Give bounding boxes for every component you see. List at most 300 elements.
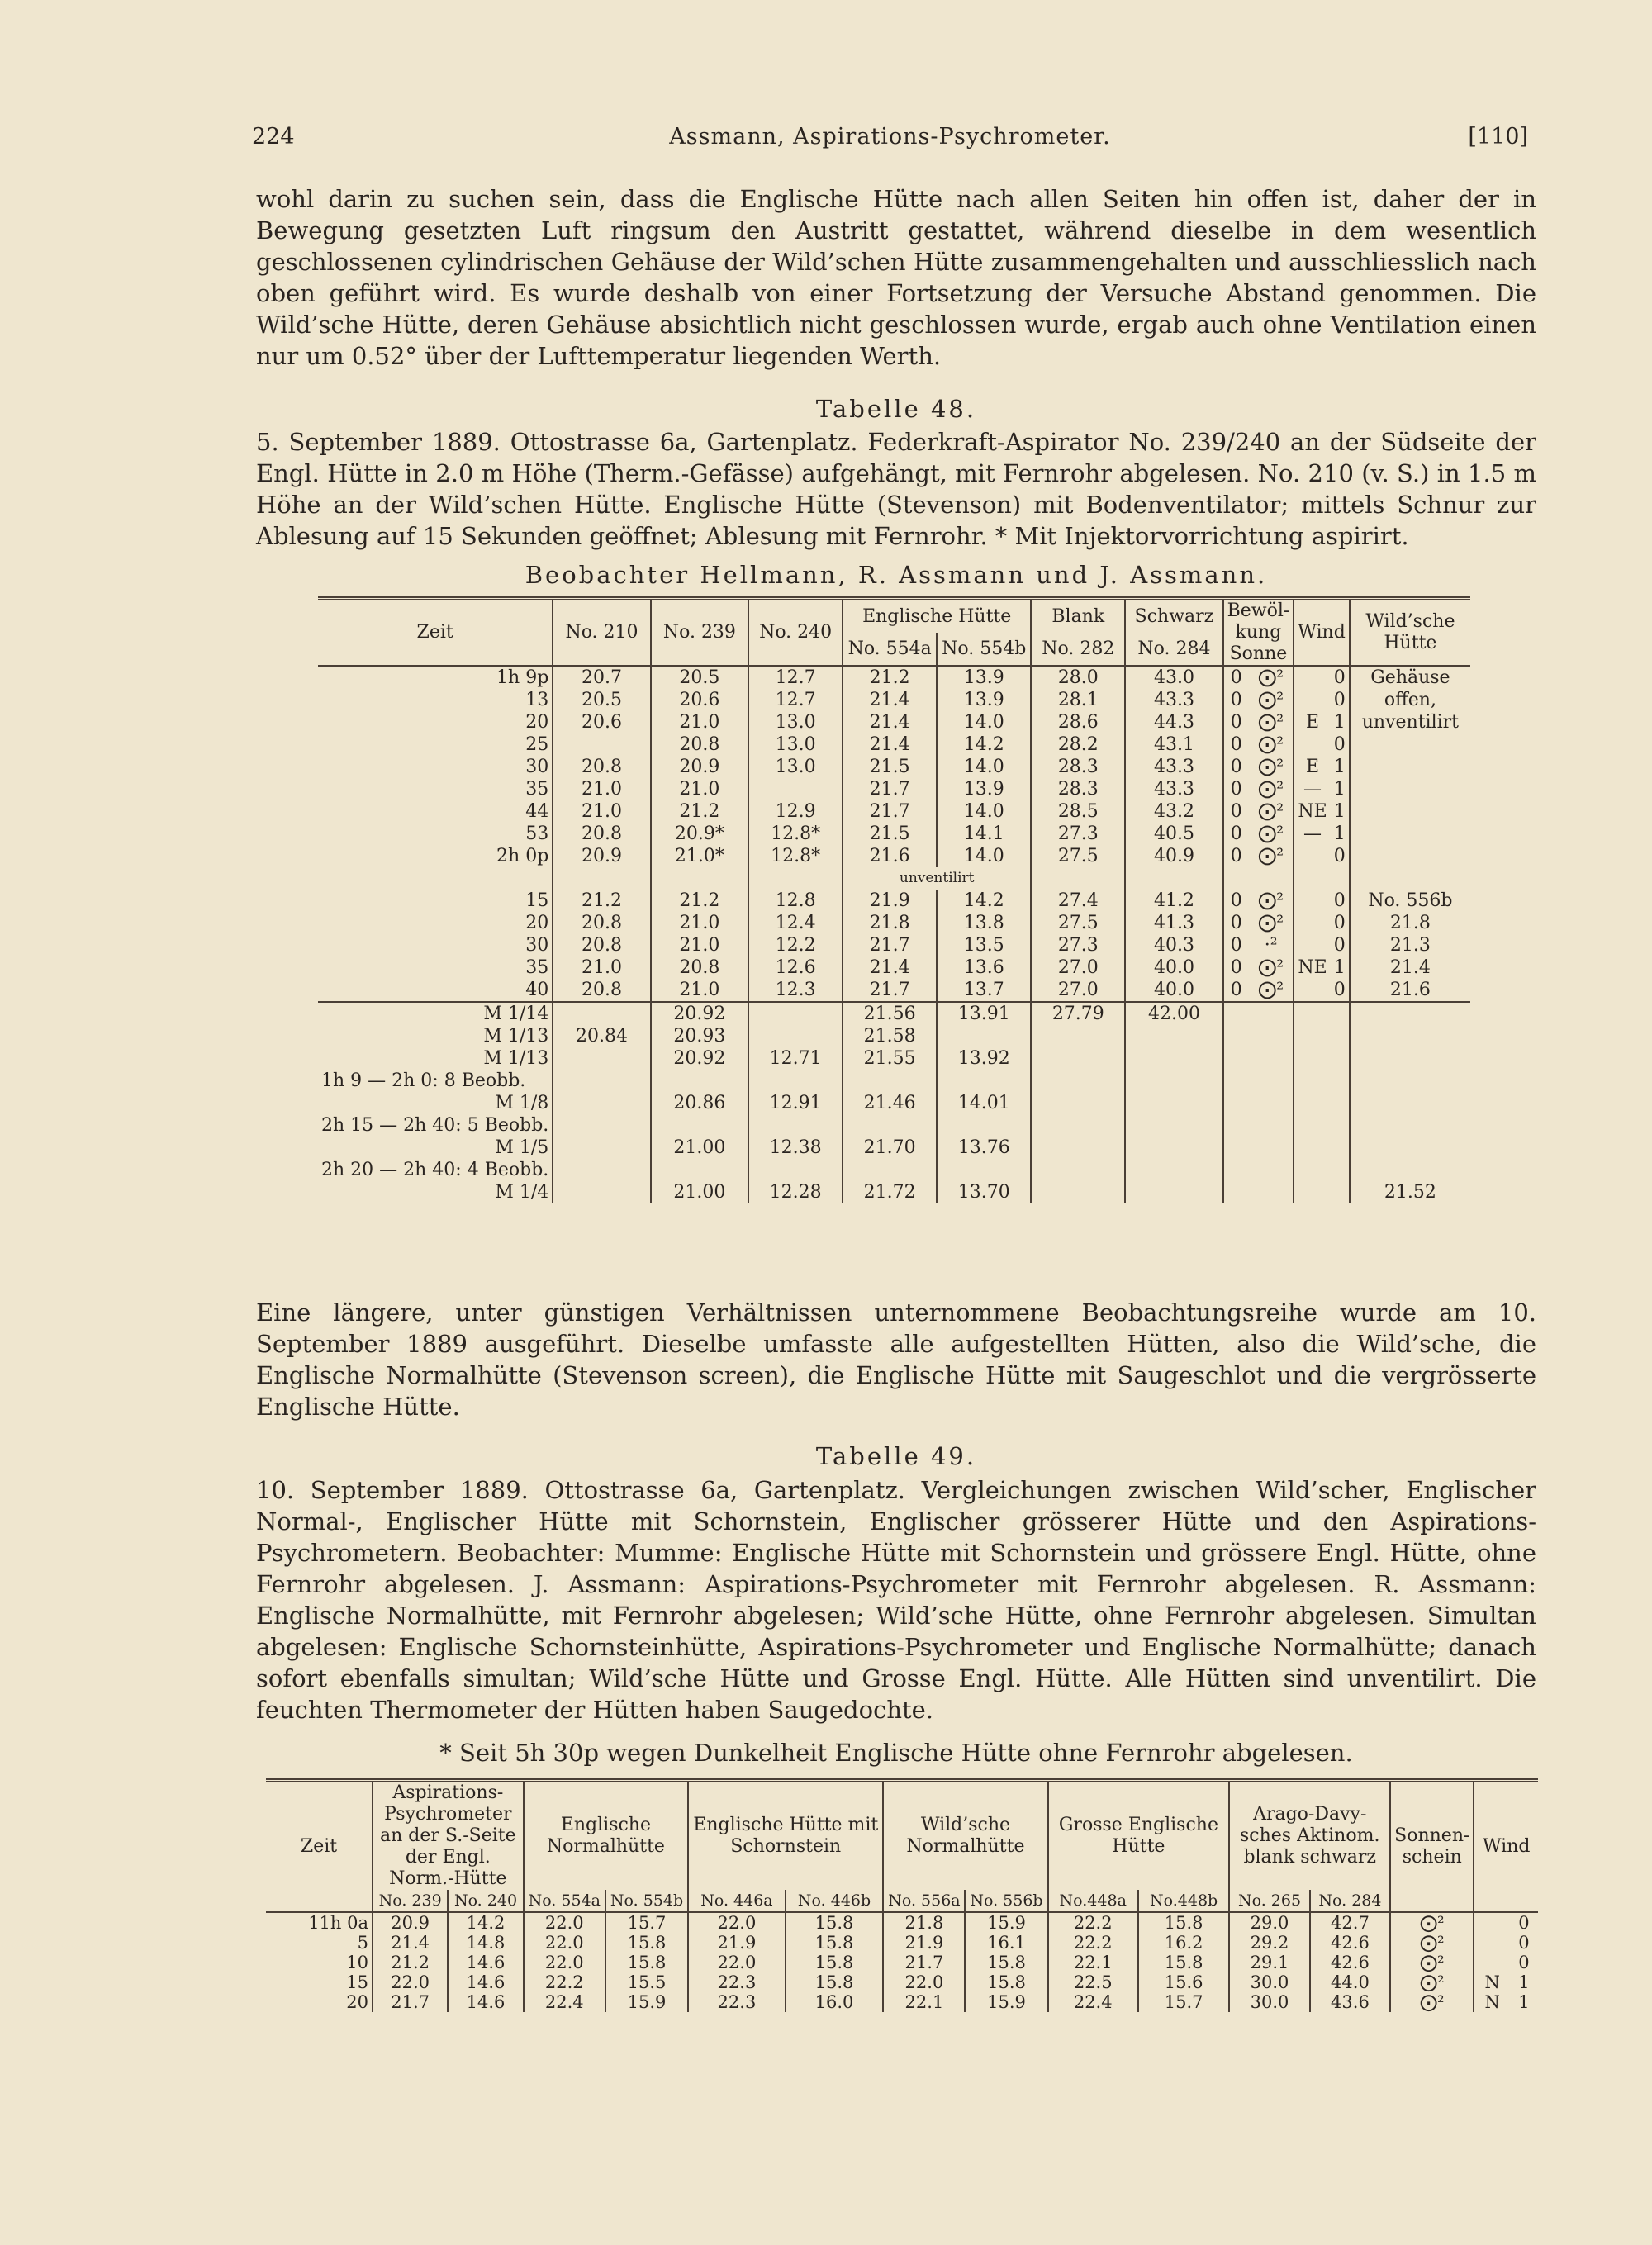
mean-row xyxy=(318,1181,1470,1203)
cell: 1 xyxy=(1333,823,1346,844)
cell: N xyxy=(1474,1992,1510,2012)
cell: 21.0 xyxy=(553,956,650,979)
cell: 0 xyxy=(1223,689,1249,711)
table49-note: * Seit 5h 30p wegen Dunkelheit Englische Hütte ohne Fernrohr abgelesen. xyxy=(439,1739,1353,1767)
cell: 40.0 xyxy=(1125,956,1222,979)
mean-cell xyxy=(553,1002,650,1025)
mean-cell: 13.70 xyxy=(937,1181,1031,1203)
cell: 13.9 xyxy=(937,689,1031,711)
cell: 20.8 xyxy=(553,912,650,934)
cell: 16.0 xyxy=(786,1992,884,2012)
cell: 21.2 xyxy=(651,890,748,912)
cell: 0 xyxy=(1223,778,1249,800)
cell: 0 xyxy=(1333,913,1346,933)
cell: ⨀² xyxy=(1258,734,1284,755)
mean-cell xyxy=(1350,1092,1470,1114)
cell: 15.8 xyxy=(605,1933,688,1953)
cell: 1 xyxy=(1333,757,1346,777)
cell: 43.0 xyxy=(1125,666,1222,689)
cell: 20.9 xyxy=(373,1912,448,1933)
table49-caption xyxy=(256,1474,1536,1725)
mean-cell xyxy=(651,1070,748,1092)
cell: 15.9 xyxy=(965,1992,1047,2012)
cell xyxy=(1294,1092,1350,1114)
table-row xyxy=(318,912,1470,934)
mean-label: 2h 15 — 2h 40: 5 Beobb. xyxy=(321,1115,549,1136)
cell: ⨀² xyxy=(1258,957,1284,978)
cell: 21.0* xyxy=(651,845,748,867)
cell: 21.3 xyxy=(1350,934,1470,956)
cell: 20.7 xyxy=(553,666,650,689)
cell: 12.2 xyxy=(748,934,843,956)
cell: 14.0 xyxy=(937,845,1031,867)
mean-cell xyxy=(553,1070,650,1092)
mean-cell xyxy=(1350,1070,1470,1092)
cell xyxy=(1294,979,1330,1002)
mean-cell: 21.52 xyxy=(1350,1181,1470,1203)
mean-cell xyxy=(1031,1047,1125,1070)
cell: 21.9 xyxy=(843,890,937,912)
cell: 14.8 xyxy=(448,1933,523,1953)
mean-cell: 21.00 xyxy=(651,1181,748,1203)
cell xyxy=(1474,1912,1510,1933)
cell xyxy=(1294,1002,1350,1025)
cell: 21.4 xyxy=(1350,956,1470,979)
mean-cell xyxy=(1125,1025,1222,1047)
col-zeit: Zeit xyxy=(416,622,453,643)
mean-row xyxy=(318,1025,1470,1047)
cell: 0 xyxy=(1333,980,1346,1000)
table-row xyxy=(318,890,1470,912)
mean-cell xyxy=(1031,1114,1125,1137)
cell: 44.3 xyxy=(1125,711,1222,733)
cell: 21.8 xyxy=(1350,912,1470,934)
subheader: No. 284 xyxy=(1310,1890,1390,1912)
cell xyxy=(1294,912,1330,934)
cell: 20 xyxy=(525,913,549,933)
cell: 27.3 xyxy=(1031,823,1125,845)
cell: 0 xyxy=(1223,912,1249,934)
page-number: 224 xyxy=(252,124,295,150)
mean-cell xyxy=(651,1159,748,1181)
cell xyxy=(1474,1953,1510,1972)
cell: 0 xyxy=(1518,1953,1530,1972)
cell: 13.7 xyxy=(937,979,1031,1002)
table-row xyxy=(318,934,1470,956)
table-row xyxy=(318,956,1470,979)
cell: 0 xyxy=(1518,1913,1530,1933)
cell: 15.8 xyxy=(1138,1912,1229,1933)
mean-cell xyxy=(1125,1137,1222,1159)
cell xyxy=(1294,1181,1350,1203)
cell xyxy=(1294,845,1330,867)
mean-cell: 13.91 xyxy=(937,1002,1031,1025)
mean-cell xyxy=(1125,1047,1222,1070)
cell: 0 xyxy=(1518,1933,1530,1953)
cell: 40.5 xyxy=(1125,823,1222,845)
table-row xyxy=(266,1912,1538,1933)
cell: 0 xyxy=(1333,935,1346,956)
cell: 12.9 xyxy=(748,800,843,823)
cell: 21.0 xyxy=(651,912,748,934)
cell: 15.8 xyxy=(1138,1953,1229,1972)
table-49 xyxy=(266,1778,1538,2012)
mean-row xyxy=(318,1092,1470,1114)
cell: 15.8 xyxy=(786,1972,884,1992)
mean-cell xyxy=(1125,1070,1222,1092)
mean-cell xyxy=(1125,1159,1222,1181)
subheader: No. 265 xyxy=(1229,1890,1309,1912)
cell: 15 xyxy=(346,1972,368,1992)
cell: 29.1 xyxy=(1229,1953,1309,1972)
cell: 40 xyxy=(525,980,549,1000)
table-48 xyxy=(318,596,1470,1203)
cell: ⨀² xyxy=(1258,757,1284,777)
mean-cell xyxy=(937,1114,1031,1137)
mean-cell xyxy=(748,1159,843,1181)
cell: 40.3 xyxy=(1125,934,1222,956)
cell xyxy=(1350,823,1470,845)
cell: 27.5 xyxy=(1031,845,1125,867)
cell xyxy=(1294,1025,1350,1047)
cell xyxy=(1294,1159,1350,1181)
mean-cell xyxy=(1350,1047,1470,1070)
cell: 1 xyxy=(1333,957,1346,978)
cell: 0 xyxy=(1223,845,1249,867)
cell: 29.2 xyxy=(1229,1933,1309,1953)
table-row xyxy=(318,800,1470,823)
cell: 22.3 xyxy=(688,1972,786,1992)
col-no284: No. 284 xyxy=(1125,633,1222,666)
cell: 21.7 xyxy=(843,934,937,956)
cell xyxy=(1223,867,1294,890)
cell: 13.6 xyxy=(937,956,1031,979)
cell: 1 xyxy=(1518,1992,1530,2012)
table-row xyxy=(266,1933,1538,1953)
cell: 21.6 xyxy=(1350,979,1470,1002)
mean-cell xyxy=(553,1181,650,1203)
table-row xyxy=(318,666,1470,689)
cell: 0 xyxy=(1223,733,1249,756)
cell: 21.8 xyxy=(843,912,937,934)
col-no240: No. 240 xyxy=(748,599,843,667)
cell: 12.6 xyxy=(748,956,843,979)
cell: 21.7 xyxy=(843,778,937,800)
cell: 22.0 xyxy=(524,1953,605,1972)
cell xyxy=(748,867,843,890)
cell: 22.2 xyxy=(1048,1933,1138,1953)
paragraph-intro xyxy=(256,183,1536,372)
cell: 28.6 xyxy=(1031,711,1125,733)
cell: 14.0 xyxy=(937,756,1031,778)
subheader: No. 554b xyxy=(605,1890,688,1912)
cell xyxy=(1223,1047,1294,1070)
cell: 21.2 xyxy=(373,1953,448,1972)
col-no282: No. 282 xyxy=(1031,633,1125,666)
cell: 0 xyxy=(1333,667,1346,688)
cell xyxy=(553,867,650,890)
cell: 15.7 xyxy=(1138,1992,1229,2012)
paragraph-series xyxy=(256,1297,1536,1422)
cell: ⨀² xyxy=(1258,823,1284,844)
mean-cell xyxy=(1031,1181,1125,1203)
cell: 0 xyxy=(1223,666,1249,689)
mean-cell: 12.28 xyxy=(748,1181,843,1203)
cell: 13.0 xyxy=(748,756,843,778)
cell: 0 xyxy=(1223,956,1249,979)
cell: 22.0 xyxy=(373,1972,448,1992)
cell xyxy=(1294,867,1350,890)
cell: 15.8 xyxy=(786,1953,884,1972)
cell: 21.5 xyxy=(843,756,937,778)
table-row xyxy=(318,689,1470,711)
cell: 43.3 xyxy=(1125,756,1222,778)
arago-blank: blank xyxy=(1243,1847,1295,1868)
cell: 0 xyxy=(1333,846,1346,866)
cell: 12.8* xyxy=(748,845,843,867)
cell xyxy=(1294,890,1330,912)
cell: ·² xyxy=(1264,935,1278,956)
mean-label: M 1/8 xyxy=(495,1093,549,1113)
mean-cell xyxy=(748,1025,843,1047)
cell: 21.7 xyxy=(373,1992,448,2012)
cell: 21.4 xyxy=(843,689,937,711)
subheader: No. 446b xyxy=(786,1890,884,1912)
mean-cell xyxy=(1350,1137,1470,1159)
cell: 22.2 xyxy=(524,1972,605,1992)
mean-label: M 1/13 xyxy=(483,1048,549,1069)
cell: 21.0 xyxy=(553,800,650,823)
cell: 22.0 xyxy=(688,1912,786,1933)
cell: 21.4 xyxy=(843,733,937,756)
cell: ⨀² xyxy=(1258,667,1284,688)
cell: — xyxy=(1294,823,1330,845)
cell: 12.7 xyxy=(748,666,843,689)
cell: 5 xyxy=(357,1933,368,1953)
cell: 20.6 xyxy=(553,711,650,733)
cell: 22.2 xyxy=(1048,1912,1138,1933)
cell: 0 xyxy=(1223,711,1249,733)
cell: 15.8 xyxy=(605,1953,688,1972)
mean-cell xyxy=(1350,1025,1470,1047)
cell: 22.0 xyxy=(883,1972,965,1992)
cell: 43.3 xyxy=(1125,778,1222,800)
mean-cell: 21.56 xyxy=(843,1002,937,1025)
mean-cell xyxy=(1125,1114,1222,1137)
cell: 14.6 xyxy=(448,1953,523,1972)
cell: 1 xyxy=(1333,801,1346,822)
cell: unventilirt xyxy=(1350,711,1470,733)
cell: ⨀² xyxy=(1390,1933,1474,1953)
mean-cell: 13.92 xyxy=(937,1047,1031,1070)
cell: 27.5 xyxy=(1031,912,1125,934)
cell: 43.3 xyxy=(1125,689,1222,711)
cell xyxy=(1350,778,1470,800)
mean-label: M 1/5 xyxy=(495,1137,549,1158)
cell: 13 xyxy=(525,690,549,710)
table-row xyxy=(318,979,1470,1002)
cell: 14.6 xyxy=(448,1972,523,1992)
cell: 28.3 xyxy=(1031,778,1125,800)
cell: 27.4 xyxy=(1031,890,1125,912)
cell: 20.8 xyxy=(651,956,748,979)
cell xyxy=(1223,1092,1294,1114)
cell: 21.0 xyxy=(553,778,650,800)
mean-cell xyxy=(843,1159,937,1181)
table-row xyxy=(318,756,1470,778)
cell: 20.8 xyxy=(553,979,650,1002)
mean-cell: 12.71 xyxy=(748,1047,843,1070)
cell: 0 xyxy=(1223,890,1249,912)
subheader: No.448b xyxy=(1138,1890,1229,1912)
cell: 22.0 xyxy=(688,1953,786,1972)
col-wild: Wild’sche Hütte xyxy=(1350,599,1470,667)
bracket-page-number: [110] xyxy=(1468,124,1528,150)
cell: ⨀² xyxy=(1390,1972,1474,1992)
cell: 0 xyxy=(1333,690,1346,710)
table49-caption-text: 10. September 1889. Ottostrasse 6a, Gartenplatz. Vergleichungen zwischen Wild’scher, Englischer Normal-, Englischer Hütte mit Schornstein, Englischer grösserer Hütte und den Aspirations-Psychrometern. Beobachter: Mumme: Englische Hütte mit Schornstein und grössere Engl. Hütte, ohne Fernrohr abgelesen. J. Assmann: Aspirations-Psychrometer mit Fernrohr abgelesen. R. Assmann: Englische Normalhütte, mit Fernrohr abgelesen; Wild’sche Hütte, ohne Fernrohr abgelesen. Simultan abgelesen: Englische Schornsteinhütte, Aspirations-Psychrometer und Englische Normalhütte; danach sofort ebenfalls simultan; Wild’sche Hütte und Grosse Engl. Hütte. Alle Hütten sind unventilirt. Die feuchten Thermometer der Hütten haben Saugedochte. xyxy=(256,1476,1536,1724)
cell: 16.1 xyxy=(965,1933,1047,1953)
cell: 42.6 xyxy=(1310,1953,1390,1972)
unventilirt-note: unventilirt xyxy=(843,867,1031,890)
cell xyxy=(1294,666,1330,689)
mean-cell xyxy=(1031,1092,1125,1114)
cell: 15.5 xyxy=(605,1972,688,1992)
cell: 22.5 xyxy=(1048,1972,1138,1992)
mean-cell xyxy=(553,1137,650,1159)
mean-cell: 14.01 xyxy=(937,1092,1031,1114)
subheader: No. 554a xyxy=(524,1890,605,1912)
cell: 41.2 xyxy=(1125,890,1222,912)
cell: 0 xyxy=(1333,890,1346,911)
bewoelkung-label: Bewöl-kung xyxy=(1227,600,1290,643)
cell xyxy=(318,867,553,890)
cell: 21.2 xyxy=(843,666,937,689)
col-zeit: Zeit xyxy=(300,1836,338,1857)
mean-cell xyxy=(1031,1159,1125,1181)
col-eng-schornstein: Englische Hütte mit Schornstein xyxy=(688,1781,883,1891)
cell: 21.7 xyxy=(883,1953,965,1972)
cell: NE xyxy=(1294,956,1330,979)
cell: 20.6 xyxy=(651,689,748,711)
sonne-label: Sonne xyxy=(1229,643,1288,664)
cell xyxy=(1223,1181,1294,1203)
cell: 28.1 xyxy=(1031,689,1125,711)
subheader: No. 240 xyxy=(448,1890,523,1912)
mean-label: 1h 9 — 2h 0: 8 Beobb. xyxy=(321,1070,526,1091)
cell: 28.2 xyxy=(1031,733,1125,756)
mean-cell xyxy=(1350,1114,1470,1137)
cell: 15.9 xyxy=(605,1992,688,2012)
col-grosse: Grosse Englische Hütte xyxy=(1048,1781,1230,1891)
cell xyxy=(1350,756,1470,778)
mean-cell: 12.91 xyxy=(748,1092,843,1114)
cell: 1 xyxy=(1518,1972,1530,1992)
cell: No. 556b xyxy=(1350,890,1470,912)
mean-label: M 1/13 xyxy=(483,1026,549,1047)
cell: N xyxy=(1474,1972,1510,1992)
subheader: No. 446a xyxy=(688,1890,786,1912)
cell: 14.0 xyxy=(937,800,1031,823)
col-schwarz: Schwarz xyxy=(1125,599,1222,634)
cell: 11h 0a xyxy=(308,1913,368,1933)
cell: 21.0 xyxy=(651,934,748,956)
cell: ⨀² xyxy=(1258,779,1284,800)
col-eng-normal: Englische Normalhütte xyxy=(524,1781,689,1891)
cell: 21.0 xyxy=(651,778,748,800)
cell: 14.2 xyxy=(448,1912,523,1933)
cell: 44.0 xyxy=(1310,1972,1390,1992)
table-row xyxy=(318,845,1470,867)
col-aspirations: Aspirations-Psychrometer an der S.-Seite der Engl. Norm.-Hütte xyxy=(373,1781,524,1891)
mean-label: M 1/14 xyxy=(483,1004,549,1024)
cell: E xyxy=(1294,756,1330,778)
mean-cell xyxy=(1031,1070,1125,1092)
mean-cell: 20.92 xyxy=(651,1047,748,1070)
mean-cell xyxy=(843,1070,937,1092)
mean-cell xyxy=(553,1092,650,1114)
cell: 20.5 xyxy=(553,689,650,711)
cell: 12.4 xyxy=(748,912,843,934)
cell: 13.5 xyxy=(937,934,1031,956)
cell xyxy=(1294,934,1330,956)
cell: 15.6 xyxy=(1138,1972,1229,1992)
cell xyxy=(1294,1137,1350,1159)
cell: 12.8* xyxy=(748,823,843,845)
subheader: No. 556a xyxy=(883,1890,965,1912)
table-row xyxy=(318,778,1470,800)
cell xyxy=(1223,1114,1294,1137)
mean-cell xyxy=(937,1025,1031,1047)
mean-cell xyxy=(748,1070,843,1092)
subheader: No.448a xyxy=(1048,1890,1138,1912)
cell: 2h 0p xyxy=(496,846,549,866)
mean-cell xyxy=(748,1002,843,1025)
col-no210: No. 210 xyxy=(553,599,650,667)
cell: 13.8 xyxy=(937,912,1031,934)
cell: 21.8 xyxy=(883,1912,965,1933)
cell xyxy=(1294,689,1330,711)
mean-cell xyxy=(553,1047,650,1070)
table-row xyxy=(318,733,1470,756)
running-title: Assmann, Aspirations-Psychrometer. xyxy=(669,124,1111,150)
cell xyxy=(1223,1070,1294,1092)
cell xyxy=(1350,733,1470,756)
cell: 27.0 xyxy=(1031,979,1125,1002)
cell: 21.0 xyxy=(651,711,748,733)
mean-row xyxy=(318,1137,1470,1159)
cell xyxy=(651,867,748,890)
cell: 28.0 xyxy=(1031,666,1125,689)
table49-title: Tabelle 49. xyxy=(815,1442,977,1470)
mean-cell: 27.79 xyxy=(1031,1002,1125,1025)
mean-row xyxy=(318,1047,1470,1070)
cell: ⨀² xyxy=(1258,913,1284,933)
cell: 13.0 xyxy=(748,711,843,733)
cell: 22.3 xyxy=(688,1992,786,2012)
cell: ⨀² xyxy=(1258,712,1284,733)
cell xyxy=(1294,1047,1350,1070)
cell xyxy=(1350,800,1470,823)
mean-row xyxy=(318,1002,1470,1025)
table-row xyxy=(318,867,1470,890)
mean-cell xyxy=(651,1114,748,1137)
cell xyxy=(748,778,843,800)
cell: 22.0 xyxy=(524,1912,605,1933)
cell: ⨀² xyxy=(1258,980,1284,1000)
cell: 27.0 xyxy=(1031,956,1125,979)
mean-cell: 20.93 xyxy=(651,1025,748,1047)
